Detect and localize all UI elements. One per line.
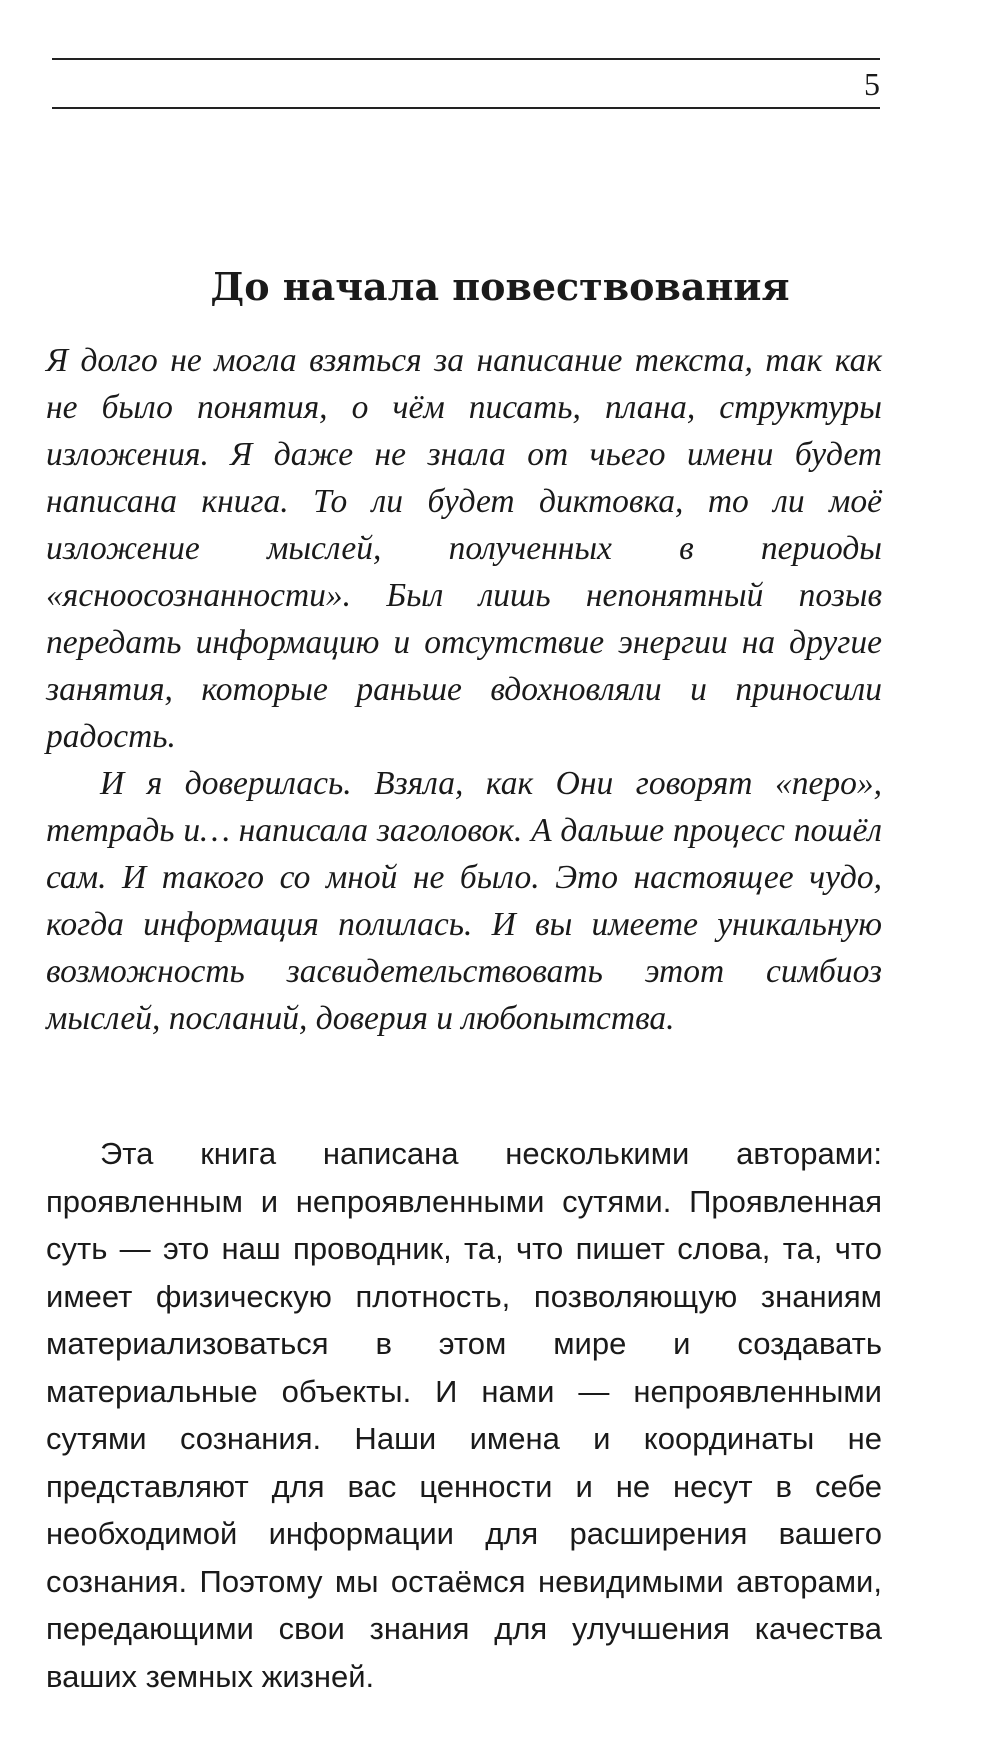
intro-italic-section	[46, 337, 882, 1042]
intro-paragraph-2: И я доверилась. Взяла, как Они говорят «перо», тетрадь и… написала заголовок. А дальше процесс пошёл сам. И такого со мной не было. Это настоящее чудо, когда информация полилась. И вы имеете уникальную возможность засвидетельствовать этот симбиоз мыслей, посланий, доверия и любопытства.	[46, 765, 882, 1037]
chapter-title: До начала повествования	[210, 264, 790, 310]
header-bottom-rule	[52, 107, 880, 109]
body-paragraph-1: Эта книга написана несколькими авторами: проявленным и непроявленными сутями. Проявленная суть — это наш проводник, та, что пишет слова, та, что имеет физическую плотность, позволяющую знаниям материализоваться в этом мире и создавать материальные объекты. И нами — непроявленными сутями сознания. Наши имена и координаты не представляют для вас ценности и не несут в себе необходимой информации для расширения вашего сознания. Поэтому мы остаёмся невидимыми авторами, передающими свои знания для улучшения качества ваших земных жизней.	[46, 1136, 882, 1694]
body-section	[46, 1130, 882, 1700]
intro-paragraph-1: Я долго не могла взяться за написание текста, так как не было понятия, о чём писать, плана, структуры изложения. Я даже не знала от чьего имени будет написана книга. То ли будет диктовка, то ли моё изложение мыслей, полученных в периоды «ясноосознанности». Был лишь непонятный позыв передать информацию и отсутствие энергии на другие занятия, которые раньше вдохновляли и приносили радость.	[46, 342, 882, 755]
header-top-rule	[52, 58, 880, 60]
page-number: 5	[864, 66, 880, 102]
